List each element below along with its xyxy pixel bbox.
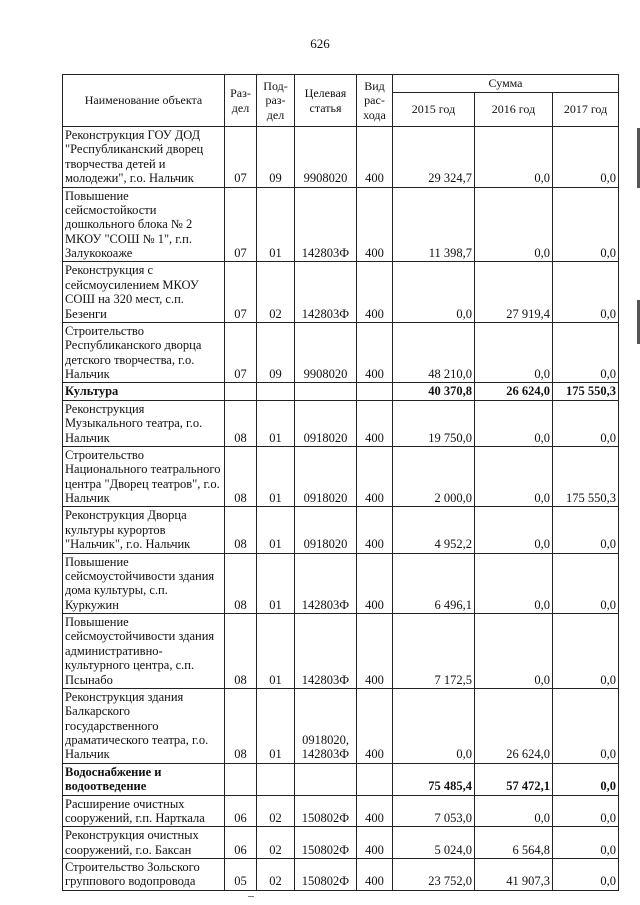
cell-v2017: 0,0 [553,614,619,689]
header-name: Наименование объекта [63,75,225,127]
cell-razdel: 08 [225,507,257,553]
cell-vid: 400 [357,446,393,507]
cell-v2016: 27 919,4 [475,262,553,323]
cell-razdel [225,763,257,795]
cell-name: Повышение сейсмоустойчивости здания административно-культурного центра, с.п. Псынабо [63,614,225,689]
cell-statya [295,763,357,795]
cell-v2015: 23 752,0 [393,859,475,891]
budget-table [62,74,619,891]
cell-razdel: 06 [225,795,257,827]
header-razdel [225,75,257,127]
cell-v2017: 175 550,3 [553,446,619,507]
group-row [63,383,619,400]
cell-podrazdel: 02 [257,262,295,323]
cell-v2016: 0,0 [475,553,553,614]
cell-name: Культура [63,383,225,400]
header-summa: Сумма [393,75,619,93]
cell-razdel: 08 [225,688,257,763]
cell-statya: 142803Ф [295,614,357,689]
table-row [63,400,619,446]
cell-v2017: 0,0 [553,553,619,614]
scan-dot [248,896,254,897]
cell-vid: 400 [357,795,393,827]
cell-vid [357,383,393,400]
cell-vid: 400 [357,507,393,553]
cell-razdel: 08 [225,400,257,446]
cell-v2015: 0,0 [393,262,475,323]
cell-razdel: 07 [225,262,257,323]
cell-podrazdel [257,763,295,795]
table-row [63,614,619,689]
header-podrazdel: Под-раз-дел [257,75,295,127]
cell-v2017: 0,0 [553,127,619,188]
cell-vid: 400 [357,859,393,891]
cell-podrazdel: 01 [257,553,295,614]
cell-statya: 142803Ф [295,262,357,323]
cell-v2017: 0,0 [553,322,619,383]
table-row [63,322,619,383]
cell-v2015: 5 024,0 [393,827,475,859]
cell-v2016: 57 472,1 [475,763,553,795]
cell-statya: 9908020 [295,127,357,188]
cell-statya: 150802Ф [295,795,357,827]
cell-name: Строительство Национального театрального центра "Дворец театров", г.о. Нальчик [63,446,225,507]
cell-razdel: 08 [225,446,257,507]
cell-name: Реконструкция очистных сооружений, г.о. Баксан [63,827,225,859]
cell-podrazdel: 09 [257,127,295,188]
cell-statya: 0918020 [295,446,357,507]
cell-v2016: 0,0 [475,127,553,188]
cell-vid: 400 [357,553,393,614]
cell-statya: 9908020 [295,322,357,383]
cell-vid: 400 [357,322,393,383]
cell-v2015: 2 000,0 [393,446,475,507]
table-row [63,827,619,859]
cell-statya: 150802Ф [295,827,357,859]
table-row [63,507,619,553]
cell-v2017: 0,0 [553,507,619,553]
cell-v2016: 0,0 [475,446,553,507]
cell-v2016: 26 624,0 [475,688,553,763]
cell-v2015: 0,0 [393,688,475,763]
cell-statya: 142803Ф [295,187,357,262]
cell-name: Повышение сейсмоустойчивости здания дома культуры, с.п. Куркужин [63,553,225,614]
cell-v2017: 0,0 [553,795,619,827]
cell-name: Реконструкция здания Балкарского государственного драматического театра, г.о. Нальчик [63,688,225,763]
cell-v2016: 0,0 [475,795,553,827]
cell-vid [357,763,393,795]
cell-v2015: 40 370,8 [393,383,475,400]
cell-name: Реконструкция ГОУ ДОД "Республиканский дворец творчества детей и молодежи", г.о. Нальчик [63,127,225,188]
cell-v2016: 0,0 [475,507,553,553]
cell-podrazdel [257,383,295,400]
cell-v2017: 0,0 [553,763,619,795]
cell-statya: 0918020, 142803Ф [295,688,357,763]
table-row [63,187,619,262]
cell-razdel: 05 [225,859,257,891]
cell-name: Строительство Республиканского дворца детского творчества, г.о. Нальчик [63,322,225,383]
table-row [63,553,619,614]
table-row [63,446,619,507]
cell-v2017: 0,0 [553,688,619,763]
table-row [63,127,619,188]
cell-v2017: 0,0 [553,262,619,323]
cell-name: Расширение очистных сооружений, г.п. Нарткала [63,795,225,827]
cell-name: Повышение сейсмостойкости дошкольного блока № 2 МКОУ "СОШ № 1", г.п. Залукокоаже [63,187,225,262]
cell-name: Водоснабжение и водоотведение [63,763,225,795]
cell-v2016: 0,0 [475,322,553,383]
cell-podrazdel: 02 [257,827,295,859]
cell-name: Строительство Зольского группового водопровода [63,859,225,891]
cell-razdel [225,383,257,400]
cell-v2015: 4 952,2 [393,507,475,553]
cell-v2016: 0,0 [475,187,553,262]
cell-v2015: 7 053,0 [393,795,475,827]
page-number: 626 [310,36,330,51]
cell-statya: 0918020 [295,400,357,446]
table-row [63,859,619,891]
group-row [63,763,619,795]
cell-v2015: 11 398,7 [393,187,475,262]
cell-v2016: 6 564,8 [475,827,553,859]
cell-v2017: 0,0 [553,187,619,262]
cell-v2016: 26 624,0 [475,383,553,400]
cell-vid: 400 [357,614,393,689]
cell-podrazdel: 02 [257,859,295,891]
cell-vid: 400 [357,827,393,859]
cell-razdel: 07 [225,322,257,383]
cell-vid: 400 [357,187,393,262]
cell-statya: 0918020 [295,507,357,553]
cell-name: Реконструкция с сейсмоусилением МКОУ СОШ на 320 мест, с.п. Безенги [63,262,225,323]
cell-podrazdel: 01 [257,614,295,689]
cell-statya: 150802Ф [295,859,357,891]
cell-statya: 142803Ф [295,553,357,614]
cell-podrazdel: 01 [257,688,295,763]
header-statya: Целевая статья [295,75,357,127]
header-vid: Вид рас-хода [357,75,393,127]
cell-v2015: 48 210,0 [393,322,475,383]
cell-podrazdel: 01 [257,446,295,507]
cell-v2017: 0,0 [553,827,619,859]
table-row [63,262,619,323]
cell-razdel: 07 [225,187,257,262]
cell-v2015: 7 172,5 [393,614,475,689]
cell-v2015: 75 485,4 [393,763,475,795]
cell-v2016: 41 907,3 [475,859,553,891]
table-row [63,688,619,763]
cell-v2016: 0,0 [475,614,553,689]
cell-razdel: 08 [225,614,257,689]
cell-podrazdel: 01 [257,507,295,553]
cell-vid: 400 [357,262,393,323]
cell-razdel: 06 [225,827,257,859]
cell-v2015: 29 324,7 [393,127,475,188]
cell-name: Реконструкция Музыкального театра, г.о. Нальчик [63,400,225,446]
cell-v2017: 175 550,3 [553,383,619,400]
cell-v2017: 0,0 [553,859,619,891]
cell-podrazdel: 01 [257,400,295,446]
cell-vid: 400 [357,400,393,446]
table-body [63,127,619,891]
header-2016: 2016 год [475,93,553,127]
cell-v2015: 19 750,0 [393,400,475,446]
cell-v2016: 0,0 [475,400,553,446]
cell-name: Реконструкция Дворца культуры курортов "Нальчик", г.о. Нальчик [63,507,225,553]
cell-razdel: 08 [225,553,257,614]
cell-podrazdel: 01 [257,187,295,262]
header-2015: 2015 год [393,93,475,127]
cell-vid: 400 [357,688,393,763]
cell-statya [295,383,357,400]
cell-vid: 400 [357,127,393,188]
cell-v2017: 0,0 [553,400,619,446]
header-razdel-text: Раз-дел [230,86,251,115]
cell-razdel: 07 [225,127,257,188]
cell-v2015: 6 496,1 [393,553,475,614]
table-row [63,795,619,827]
cell-podrazdel: 02 [257,795,295,827]
cell-podrazdel: 09 [257,322,295,383]
header-2017: 2017 год [553,93,619,127]
